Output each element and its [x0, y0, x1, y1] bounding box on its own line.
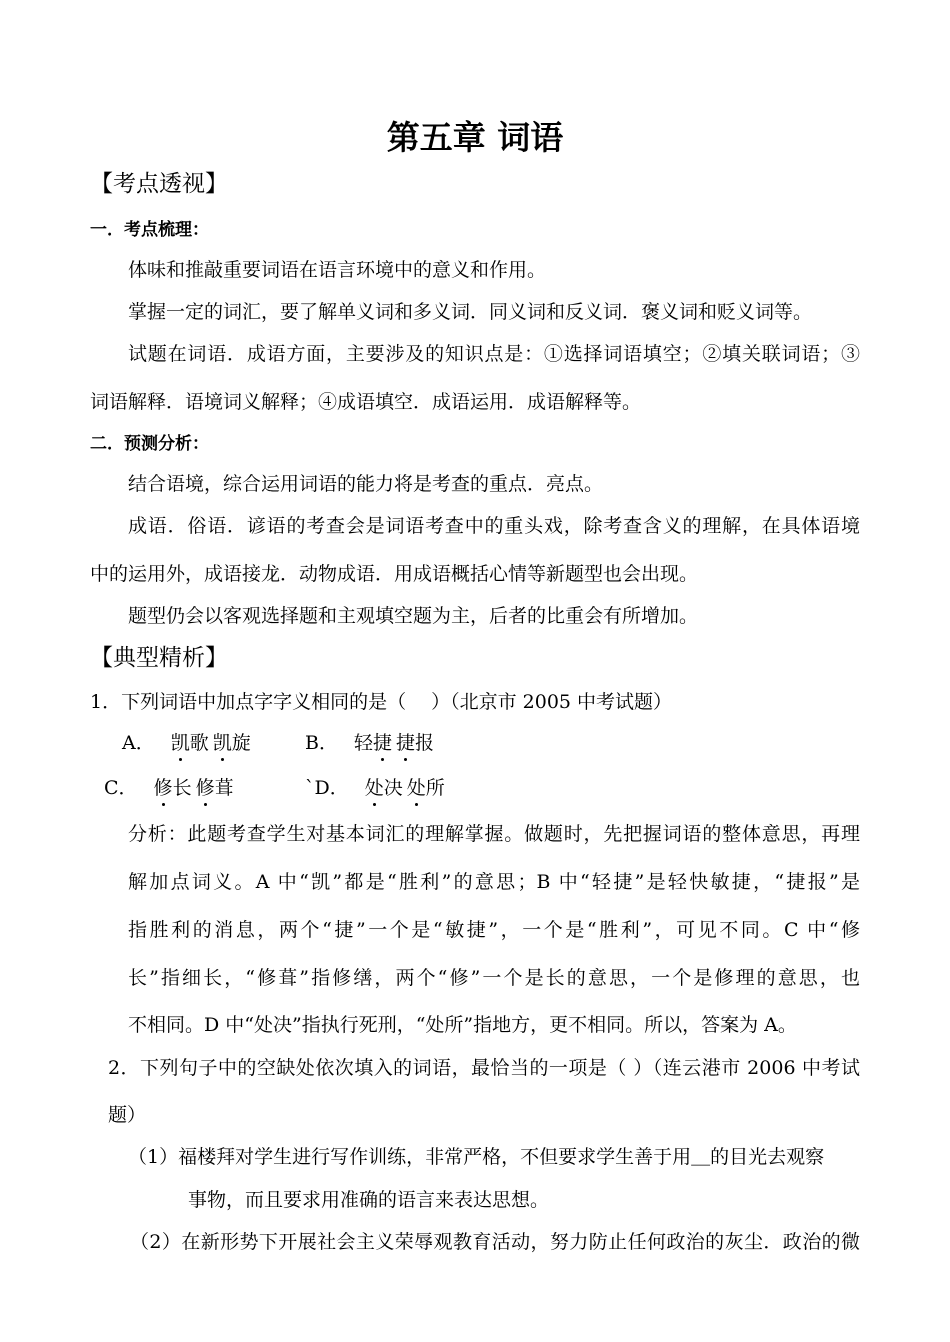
char: 轻	[353, 732, 373, 754]
analysis-text: 分析：此题考查学生对基本词汇的理解掌握。做题时，先把握词语的整体意思，再理	[128, 823, 860, 845]
analysis-text: 解加点词义。A 中“凯”都是“胜利”的意思；B 中“轻捷”是轻快敏捷，“捷报”是	[128, 871, 860, 893]
char: 报	[415, 732, 435, 754]
char: 决	[383, 777, 403, 799]
question-2-stem-continuation: 题）	[108, 1104, 147, 1126]
dotted-char: 捷	[372, 732, 392, 754]
analysis-text: 不相同。D 中“处决”指执行死刑，“处所”指地方，更不相同。所以，答案为 A。	[128, 1014, 797, 1036]
analysis-text: 长”指细长，“修葺”指修缮，两个“修”一个是长的意思，一个是修理的意思，也	[128, 967, 860, 989]
option-label: `D．	[305, 777, 349, 799]
paragraph: 结合语境，综合运用词语的能力将是考查的重点．亮点。	[128, 473, 604, 495]
paragraph: 成语．俗语．谚语的考查会是词语考查中的重头戏，除考查含义的理解，在具体语境	[128, 515, 860, 537]
option-label: A．	[122, 732, 155, 754]
heading-prediction: 二．预测分析：	[90, 434, 209, 454]
section-heading-examples: 【典型精析】	[90, 645, 228, 671]
sentence-1: （1）福楼拜对学生进行写作训练，非常严格，不但要求学生善于用＿的目光去观察	[128, 1146, 825, 1168]
paragraph: 体味和推敲重要词语在语言环境中的意义和作用。	[128, 259, 547, 281]
option-b	[305, 731, 434, 755]
dotted-char: 修	[153, 777, 173, 799]
char: 长	[172, 777, 192, 799]
paragraph: 题型仍会以客观选择题和主观填空题为主，后者的比重会有所增加。	[128, 605, 699, 627]
question-1-stem: 1．下列词语中加点字字义相同的是（ ）（北京市 2005 中考试题）	[90, 691, 673, 713]
option-label: C．	[104, 777, 138, 799]
dotted-char: 捷	[396, 732, 416, 754]
paragraph: 试题在词语．成语方面，主要涉及的知识点是：①选择词语填空；②填关联词语；③	[128, 343, 860, 365]
char: 所	[425, 777, 445, 799]
paragraph-continuation: 词语解释．语境词义解释；④成语填空．成语运用．成语解释等。	[90, 391, 642, 413]
dotted-char: 凯	[170, 732, 190, 754]
sentence-1-continuation: 事物，而且要求用准确的语言来表达思想。	[188, 1189, 550, 1211]
char: 葺	[214, 777, 234, 799]
sentence-2: （2）在新形势下开展社会主义荣辱观教育活动，努力防止任何政治的灰尘．政治的微	[130, 1231, 860, 1253]
paragraph: 掌握一定的词汇，要了解单义词和多义词．同义词和反义词．褒义词和贬义词等。	[128, 301, 813, 323]
char: 歌	[189, 732, 209, 754]
dotted-char: 凯	[212, 732, 232, 754]
section-heading-exam-points: 【考点透视】	[90, 171, 228, 197]
question-2-stem: 2．下列句子中的空缺处依次填入的词语，最恰当的一项是（ ）（连云港市 2006 中考试	[108, 1057, 860, 1079]
option-label: B．	[305, 732, 338, 754]
dotted-char: 修	[195, 777, 215, 799]
char: 旋	[231, 732, 251, 754]
dotted-char: 处	[364, 777, 384, 799]
analysis-text: 指胜利的消息，两个“捷”一个是“敏捷”，一个是“胜利”，可见不同。C 中“修	[128, 919, 860, 941]
option-c	[104, 776, 234, 800]
chapter-title: 第五章 词语	[386, 118, 564, 157]
dotted-char: 处	[406, 777, 426, 799]
option-a	[122, 731, 251, 755]
paragraph-continuation: 中的运用外，成语接龙．动物成语．用成语概括心情等新题型也会出现。	[90, 563, 699, 585]
option-d	[305, 776, 445, 800]
heading-exam-outline: 一．考点梳理：	[90, 220, 209, 240]
